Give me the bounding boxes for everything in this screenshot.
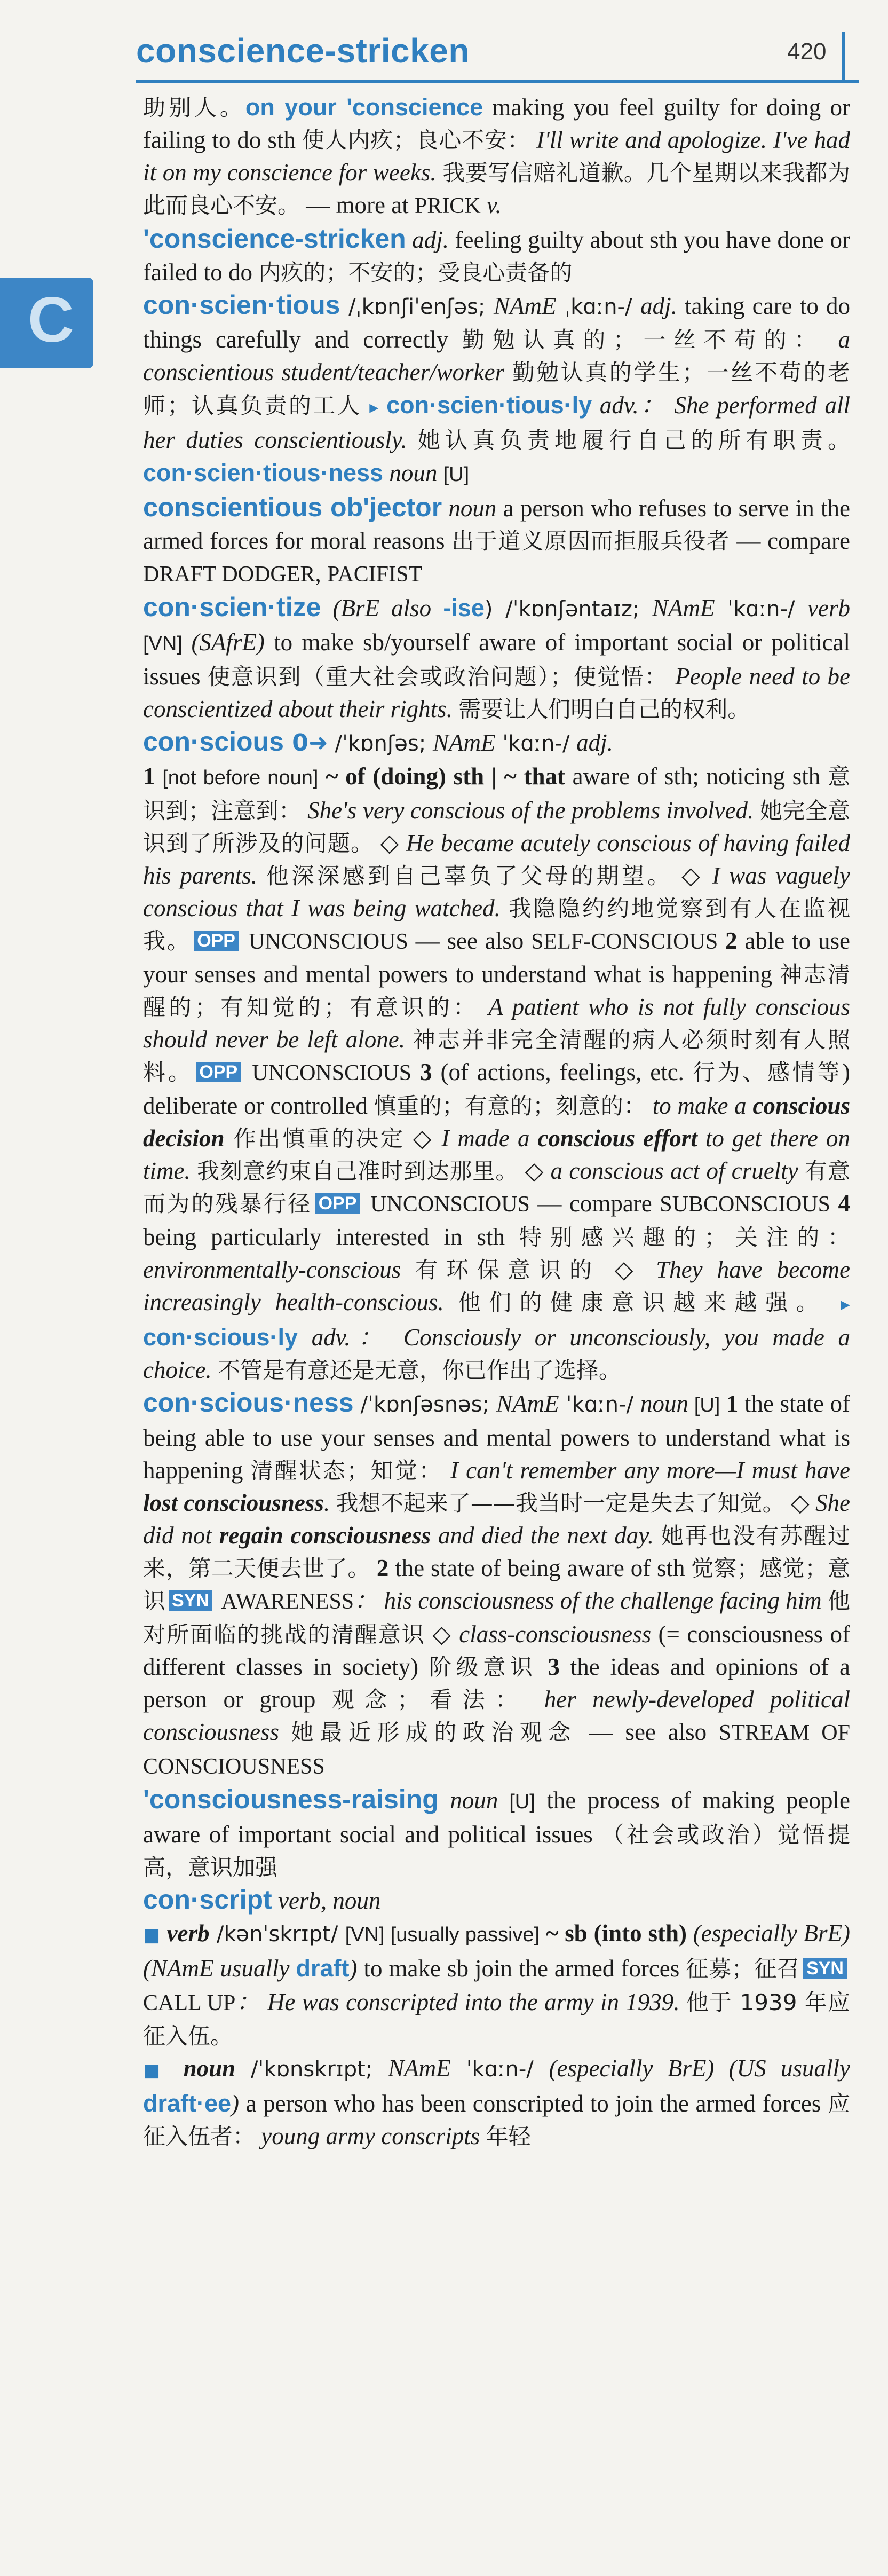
sense-number: 4 (830, 1190, 850, 1217)
pronunciation: /kənˈskrɪpt/ (209, 1922, 345, 1947)
example: a conscientious student/teacher/worker (143, 326, 851, 385)
cross-ref-link: PRICK (414, 194, 481, 218)
sense-number: 1 (720, 1390, 739, 1417)
definition: making you feel guilty for doing or failing to do sth (143, 94, 850, 153)
variant-note: (BrE also (321, 595, 443, 621)
region-label: NAmE (388, 2055, 451, 2082)
translation: 行为、感情等 (692, 1059, 842, 1085)
part-of-speech: verb (160, 1920, 210, 1947)
translation: 神志并非完全清醒的病人必须时刻有人照料。 (143, 1027, 850, 1085)
translation: 内疚的；不安的；受良心责备的 (258, 259, 573, 286)
definition: to make sb join the armed forces (357, 1955, 686, 1982)
headword: 'consciousness-raising (143, 1784, 439, 1814)
grammar-code: [not before noun] (162, 767, 319, 789)
translation: 我想不起来了——我当时一定是失去了知觉。 (336, 1490, 785, 1516)
pronunciation: ˈkɑːn-/ (450, 2057, 549, 2082)
entries-column (143, 91, 850, 2153)
example: ： his consciousness of the challenge facing him (354, 1587, 828, 1614)
part-of-speech: v. (480, 192, 502, 218)
cross-ref-link: AWARENESS (215, 1589, 354, 1614)
example: . (323, 1490, 336, 1516)
translation: 出于道义原因而拒服兵役者 (451, 528, 730, 554)
headword: con·script (143, 1885, 272, 1915)
cross-ref-text: — compare (529, 1190, 660, 1217)
header-rule-vertical (842, 32, 845, 83)
derivative-marker-icon: ▸ (841, 1294, 850, 1315)
translation: 有意而为的残暴行径 (143, 1158, 850, 1217)
definition: a person who has been conscripted to join the armed forces (239, 2090, 828, 2117)
part-of-speech: noun (169, 2055, 236, 2082)
variant-word: draft (296, 1955, 350, 1982)
section-marker-icon: ■ (143, 1925, 161, 1946)
definition: the ideas and opinions of a person or group (143, 1653, 850, 1713)
definition: the state of being able to use your senses and mental powers to understand what is happening (143, 1390, 850, 1484)
idiom: on your 'conscience (245, 93, 483, 121)
example: environmentally-conscious (143, 1256, 416, 1283)
translation: 他深深感到自己辜负了父母的期望。 (266, 863, 673, 889)
example: ◇ a conscious act of cruelty (518, 1157, 805, 1184)
cross-ref-text: — compare (730, 527, 850, 554)
region-label: NAmE (432, 729, 496, 756)
definition: feeling guilty about sth you have done or failed to do (143, 226, 850, 286)
grammar-code: [U] (443, 463, 470, 486)
opposite-badge: OPP (196, 1062, 241, 1082)
entry-conscious (143, 726, 850, 1387)
translation: 应征入伍者： (143, 2091, 850, 2149)
thumb-index-tab (0, 278, 93, 368)
cross-ref-link: UNCONSCIOUS (244, 1061, 412, 1085)
pronunciation: /ˈkɒnʃəs; (328, 731, 433, 756)
translation: 不管是有意还是无意，你已作出了选择。 (217, 1357, 621, 1383)
example: ◇ I was vaguely conscious that I was being watched. (143, 862, 850, 921)
translation: 清醒状态；知觉： (250, 1458, 443, 1484)
entry-conscience-stricken (143, 223, 850, 289)
entry-conscript (143, 1884, 850, 2153)
translation: 神志清醒的；有知觉的；有意识的： (143, 962, 850, 1020)
part-of-speech: adj. (406, 226, 449, 253)
cross-ref-text: — see also (576, 1719, 719, 1745)
example: A patient who is not fully conscious should never be left alone. (143, 994, 850, 1053)
cross-ref-link: CALL UP (143, 1991, 236, 2015)
translation: 他对所面临的挑战的清醒意识 (143, 1588, 850, 1648)
translation: 勤勉认真的学生；一丝不苟的老师；认真负责的工人 (143, 359, 850, 419)
translation: 作出慎重的决定 (224, 1125, 405, 1152)
translation: 他们的健康意识越来越强。 (458, 1289, 827, 1315)
pronunciation: ˈkɑːn-/ (495, 731, 577, 756)
definition: aware of sth; noticing sth (565, 763, 828, 790)
grammar-code: [VN] [usually passive] (345, 1924, 540, 1946)
example: ◇ He became acutely conscious of having failed his parents. (143, 830, 850, 889)
pronunciation: ˈkɑːn-/ (559, 1392, 640, 1417)
cross-ref-link: UNCONSCIOUS (363, 1192, 530, 1217)
part-of-speech: noun (438, 1787, 498, 1814)
example: to make a (646, 1092, 753, 1119)
part-of-speech: adv.： (592, 392, 667, 419)
cross-ref-text: — see also (408, 927, 532, 954)
part-of-speech: adj. (576, 729, 613, 756)
cross-ref-link: DRAFT DODGER (143, 562, 315, 587)
definition: (= consciousness of different classes in society) (143, 1621, 850, 1680)
example: to get there on time. (143, 1125, 850, 1184)
region-label: NAmE (652, 595, 715, 621)
translation: 助别人。 (143, 94, 245, 121)
cross-ref-link: STREAM OF CONSCIOUSNESS (143, 1721, 850, 1779)
cross-ref-link: SELF-CONSCIOUS (531, 929, 718, 954)
pronunciation: ˈkɑːn-/ (715, 597, 808, 621)
pattern: ~ sb (into sth) (540, 1920, 687, 1947)
translation: 年轻 (486, 2123, 531, 2149)
translation: 她再也没有苏醒过来，第二天便去世了。 (143, 1523, 850, 1581)
headword: con·scien·tious (143, 290, 340, 320)
headword: conscientious ob'jector (143, 492, 442, 522)
example: ◇ I made a (405, 1125, 538, 1152)
translation: 特别感兴趣的；关注的： (519, 1224, 850, 1250)
running-head: conscience-stricken (136, 31, 470, 70)
translation: 我隐隐约约地觉察到有人在监视我。 (143, 895, 850, 954)
translation: 使意识到（重大社会或政治问题）；使觉悟： (207, 664, 668, 690)
definition: being particularly interested in sth (143, 1224, 520, 1250)
example: I can't remember any more—I must have (442, 1457, 850, 1484)
example: Consciously or unconsciously, you made a choice. (143, 1324, 850, 1383)
variant-spelling: -ise (443, 594, 485, 621)
definition: to make sb/yourself aware of important social or political issues (143, 629, 851, 690)
cross-ref-link: PACIFIST (327, 562, 423, 587)
region-label: (SAfrE) (191, 629, 265, 656)
derivative-marker-icon: ▸ (369, 397, 379, 418)
part-of-speech: verb, noun (272, 1887, 381, 1914)
derivative: con·scious·ly (143, 1324, 298, 1351)
translation: 阶级意识 (429, 1654, 537, 1680)
region-label: ) (231, 2090, 240, 2117)
example: She's very conscious of the problems involved. (301, 797, 760, 824)
sense-number: 2 (370, 1555, 389, 1581)
derivative: con·scien·tious·ly (386, 391, 592, 419)
example: and died the next day. (431, 1522, 661, 1549)
example: ◇ She did not (143, 1490, 850, 1549)
separator: , (315, 560, 327, 587)
translation: 征募；征召 (686, 1956, 800, 1982)
entry-consciousness-raising (143, 1783, 850, 1884)
translation: 有环保意识的 (415, 1257, 600, 1283)
translation: 他于 1939 年应征入伍。 (143, 1989, 850, 2049)
grammar-code: [VN] (143, 633, 192, 655)
sense-number: 1 (143, 763, 163, 790)
headword: con·scious (143, 727, 284, 757)
entry-conscientious-objector (143, 491, 850, 591)
part-of-speech: verb (807, 595, 851, 621)
definition: a person who refuses to serve in the armed forces for moral reasons (143, 495, 851, 554)
collocation: regain consciousness (219, 1522, 431, 1549)
part-of-speech: noun (640, 1390, 688, 1417)
definition: taking care to do things carefully and correctly (143, 293, 851, 353)
translation: 观念；看法： (331, 1687, 528, 1713)
pronunciation: ˌkɑːn-/ (556, 295, 641, 319)
pronunciation: /ˌkɒnʃiˈenʃəs; (340, 295, 494, 319)
synonym-badge: SYN (803, 1958, 847, 1979)
region-label: NAmE (494, 293, 557, 319)
sense-number: 2 (718, 927, 738, 954)
sense-number: 3 (411, 1059, 432, 1085)
part-of-speech: noun (442, 495, 497, 522)
example: People need to be conscientized about their rights. (143, 663, 850, 722)
translation: 我要写信赔礼道歉。几个星期以来我都为此而良心不安。 (143, 160, 850, 218)
headword: con·scious·ness (143, 1388, 354, 1417)
translation: 她完全意识到了所涉及的问题。 (143, 798, 850, 856)
collocation: conscious effort (537, 1125, 697, 1152)
cross-ref-link: SUBCONSCIOUS (660, 1192, 831, 1217)
translation: 我刻意约束自己准时到达那里。 (197, 1158, 519, 1184)
translation: 使人内疚；良心不安： (302, 127, 530, 153)
translation: 意识到；注意到： (143, 763, 851, 824)
translation: 勤勉认真的；一丝不苟的： (462, 327, 824, 353)
example: ◇ class-consciousness (425, 1621, 652, 1648)
key-word-icon: 0➜ (283, 729, 328, 757)
entry-conscientious (143, 289, 850, 491)
pronunciation: /ˈkɒnskrɪpt; (235, 2057, 388, 2082)
opposite-badge: OPP (315, 1193, 360, 1214)
collocation: lost consciousness (143, 1490, 324, 1516)
sense-number: 3 (537, 1653, 560, 1680)
region-label: (especially BrE) (NAmE usually (143, 1920, 851, 1982)
definition: the process of making people aware of important social and political issues (143, 1787, 851, 1848)
grammar-code: [U] (498, 1791, 535, 1813)
example: her newly-developed political consciousness (143, 1686, 850, 1745)
region-label: (especially BrE) (US usually (549, 2055, 851, 2082)
headword: 'conscience-stricken (143, 224, 406, 254)
derivative: con·scien·tious·ness (143, 459, 384, 486)
entry-conscience-continued (143, 91, 850, 223)
region-label: NAmE (496, 1390, 559, 1417)
translation: 她最近形成的政治观念 (291, 1719, 577, 1745)
grammar-code: [U] (688, 1394, 720, 1416)
cross-ref-text: — more at (300, 192, 415, 218)
page-number: 420 (787, 38, 827, 65)
thumb-index-letter: C (28, 284, 74, 356)
definition: ) deliberate or controlled (143, 1059, 850, 1119)
pattern: ~ of (doing) sth | ~ that (318, 763, 565, 790)
headword: con·scien·tize (143, 592, 321, 622)
translation: 慎重的；有意的；刻意的： (374, 1093, 646, 1119)
opposite-badge: OPP (194, 931, 239, 951)
definition: the state of being aware of sth (388, 1555, 692, 1581)
synonym-badge: SYN (169, 1590, 212, 1611)
example: ◇ They have become increasingly health-conscious. (143, 1256, 850, 1315)
entry-consciousness (143, 1387, 850, 1783)
part-of-speech: adj. (640, 293, 677, 319)
entry-conscientize (143, 591, 850, 726)
definition: (of actions, feelings, etc. (432, 1059, 693, 1085)
part-of-speech: noun (383, 460, 443, 486)
example: She performed all her duties conscientiously. (143, 392, 850, 453)
translation: 她认真负责地履行自己的所有职责。 (418, 427, 850, 453)
definition: able to use your senses and mental powers to understand what is happening (143, 927, 851, 988)
variant-word: draft·ee (143, 2090, 232, 2117)
cross-ref-link: UNCONSCIOUS (242, 929, 408, 954)
region-label: ) (349, 1955, 358, 1982)
part-of-speech: adv.： (298, 1324, 390, 1351)
section-marker-icon: ■ (143, 2060, 169, 2081)
translation: （社会或政治）觉悟提高，意识加强 (143, 1822, 850, 1880)
translation: 需要让人们明白自己的权利。 (458, 696, 750, 722)
example: I'll write and apologize. I've had it on my conscience for weeks. (143, 127, 850, 186)
collocation: conscious decision (143, 1092, 850, 1152)
header-rule (136, 80, 859, 83)
example: young army conscripts (255, 2123, 486, 2149)
example: ： He was conscripted into the army in 1939. (235, 1989, 686, 2015)
translation: 觉察；感觉；意识 (143, 1555, 850, 1614)
pronunciation: /ˈkɒnʃəsnəs; (353, 1392, 497, 1417)
pronunciation: ) /ˈkɒnʃəntaɪz; (484, 597, 653, 621)
